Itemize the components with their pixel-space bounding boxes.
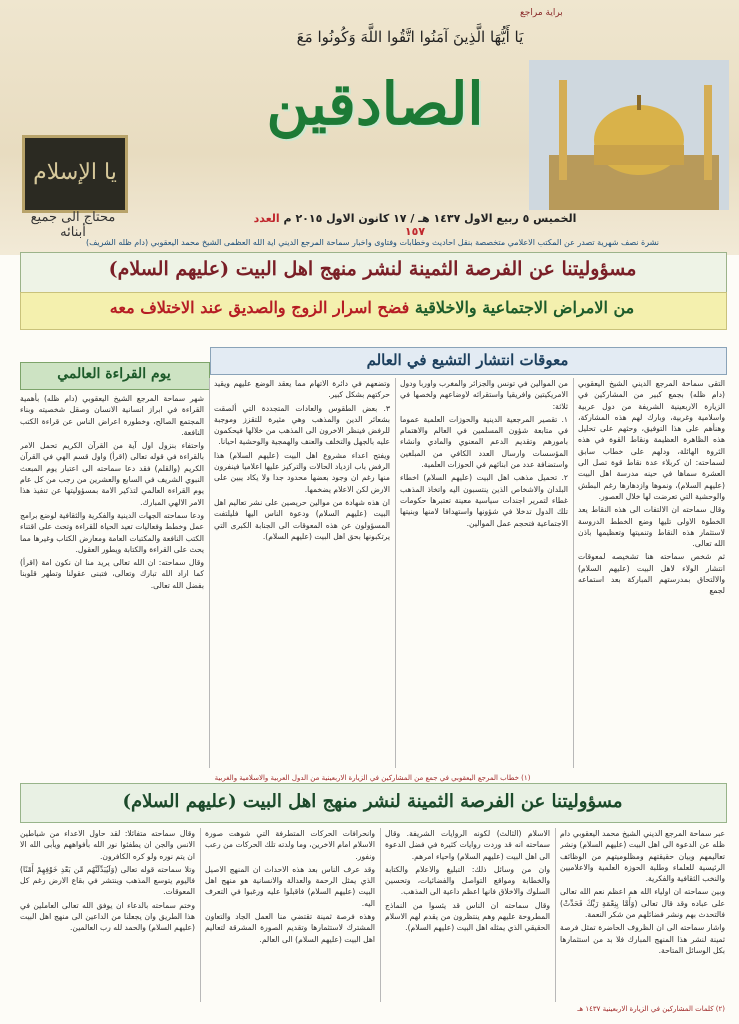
dateline	[250, 212, 580, 238]
section2-column-1	[560, 828, 725, 1002]
paragraph: ثم شخص سماحته هنا تشخيصه لمعوقات انتشار الولاء لاهل البيت (عليهم السلام) والالتحاق بمدرستهم المباركة بعد استماعه لجمع	[578, 552, 725, 596]
section-title-left: يوم القراءة العالمي	[57, 366, 171, 382]
paragraph: الاسلام (الثالث) لكونه الروايات الشريفة. وقال سماحته انه قد وردت روايات كثيرة في فضل الدعوة الى اهل البيت (عليهم السلام) واحياء امرهم.	[385, 829, 550, 861]
paragraph: وانحرافات الحركات المتطرفة التي شوهت صورة الاسلام امام الاخرين، وما ولدته تلك الحركات من رعب ونفور.	[205, 829, 375, 861]
publisher-tag: براية مراجع	[520, 8, 563, 18]
paragraph: ان هذه شهادة من موالين حريصين على نشر تعاليم اهل البيت (عليهم السلام) ودعوة الناس اليها فليلتفت المسؤولون عن هذه المعوقات الى الجنابة الكبرى التي يرتكبونها بحق اهل البيت (عليهم السلام).	[214, 497, 390, 541]
publication-strip: نشرة نصف شهرية تصدر عن المكتب الاعلامي متخصصة بنقل احاديث وخطابات وفتاوى واخبار سماحة المرجع الديني اية الله العظمى الشيخ محمد اليعقوبي (دام ظله الشريف)	[86, 238, 659, 247]
section2-column-2	[385, 828, 550, 1002]
main-headline: مسؤوليتنا عن الفرصة الثمينة لنشر منهج اهل البيت (عليهم السلام)	[108, 258, 637, 280]
sub-headline-part-b: فضح اسرار الزوج والصديق عند الاختلاف معه	[109, 298, 410, 317]
paragraph: وختم سماحته بالدعاء ان يوفق الله تعالى العاملين في هذا الطريق وان يجعلنا من الداعين الى منهج اهل البيت (عليهم السلام) والحمد لله رب العالمين.	[20, 900, 195, 933]
column-divider	[209, 378, 210, 768]
paragraph: وقال سماحته ان الناس قد يئسوا من النماذج المطروحة عليهم وهم ينتظرون من يقدم لهم الاسلام الحقيقي الذي يمثله اهل البيت (عليهم السلام).	[385, 900, 550, 933]
sub-headline-part-a: من الامراض الاجتماعية والاخلاقية	[414, 298, 635, 317]
paragraph: وهذه فرصة ثمينة تقتضي منا العمل الجاد والتعاون المشترك لاستثمارها وتقديم الصورة المشرقة لتعاليم اهل البيت (عليهم السلام) الى العالم.	[205, 912, 375, 944]
paragraph: ويفتح اعداء مشروع اهل البيت (عليهم السلام) هذا الرفض باب ازدياد الحالات والتركيز عليها اعلاميا فينفرون منها رغم ان وجود بعضها محدود جدا ولا يكاد يبين على الارض لكن الاعلام يضخمها.	[214, 450, 390, 494]
paragraph: ودعا سماحته الجهات الدينية والفكرية والثقافية لوضع برامج عمل وخطط وفعاليات تعيد الحياة للقراءة وتحث على اقتناء الكتب النافعة والمكتبات العامة ومعارض الكتاب وغيرها مما يحث على القراءة والكتابة ويطور العقول.	[20, 510, 204, 554]
paragraph: واحتفاء بنزول اول آية من القرآن الكريم تحمل الامر بالقراءة في قوله تعالى (اقرأ) واول قسم الهي في القرآن الكريم (والقلم) فقد دعا سماحته الى اعتبار يوم المبعث النبوي الشريف في السابع والعشرين من رجب من كل عام يوم القراءة العالمي لتذكير الامة بمسؤوليتها عن تنفيذ هذا الامر الالهي المبارك.	[20, 441, 204, 507]
column-divider	[395, 378, 396, 768]
paragraph: واشار سماحته الى ان الظروف الحاضرة تمثل فرصة ثمينة لنشر هذا المنهج المبارك فلا بد من استثمارها بكل الوسائل المتاحة.	[560, 923, 725, 955]
footnote-2: (٢) كلمات المشاركين في الزيارة الاربعينية ١٤٣٧ هـ	[577, 1005, 725, 1013]
paragraph: وقد عرف الناس بعد هذه الاحداث ان المنهج الاصيل الذي يمثل الرحمة والعدالة والانسانية هو منهج اهل البيت (عليهم السلام) فاقبلوا عليه ورغبوا في التعرف اليه.	[205, 864, 375, 908]
column-divider	[200, 828, 201, 1002]
column-divider	[555, 828, 556, 1002]
logo-caption: محتاج الى جميع أبنائه	[30, 210, 116, 240]
section2-column-3	[205, 828, 375, 1002]
article-column-4	[20, 393, 204, 768]
article-column-1	[578, 378, 725, 768]
paragraph: ٣. بعض الطقوس والعادات المتجددة التي ألصقت بشعائر الدين والمذهب وهي مثيرة للتقزز وموجبة للرفض فينظر الاخرون الى المذهب من خلالها فيحكمون عليه بالجهل والتخلف والعنف والهمجية والوحشية احيانا.	[214, 403, 390, 447]
article-column-2	[400, 378, 568, 768]
footnote-1: (١) خطاب المرجع اليعقوبي في جمع من المشاركين في الزيارة الاربعينية من الدول العربية والاسلامية والغربية	[214, 774, 531, 782]
shrine-dome-illustration	[529, 60, 729, 210]
logo-emblem: يا الإسلام	[22, 135, 128, 213]
article-column-3	[214, 378, 390, 768]
paragraph: وبين سماحته ان اولياء الله هم اعظم نعم الله تعالى على عباده وقد قال تعالى (وَأَمَّا بِنِعْمَةِ رَبِّكَ فَحَدِّثْ) فالتحدث بهم ونشر فضائلهم من شكر النعمة.	[560, 887, 725, 920]
paragraph: ٢. تحميل مذهب اهل البيت (عليهم السلام) اخطاء البلدان والاشخاص الذين ينتسبون اليه واتخاذ المذهب غطاء لتمرير اجندات سياسية معينة تعتبرها حكومات تلك الدول تدخلا في شؤونها واستهدافا لامنها وبنيتها الاجتماعية فتحجم عمل الموالين.	[400, 473, 568, 528]
paragraph: ١. تقصير المرجعية الدينية والحوزات العلمية عموما في متابعة شؤون المسلمين في العالم والاهتمام بامورهم وتقديم الدعم المعنوي والمادي وانشاء المؤسسات وارسال العدد الكافي من المبلغين واستضافة عدد من ابنائهم في الحوزات العلمية.	[400, 414, 568, 470]
quranic-verse: يَا أَيُّهَا الَّذِينَ آمَنُوا اتَّقُوا اللَّهَ وَكُونُوا مَعَ	[296, 28, 524, 46]
column-divider	[573, 378, 574, 768]
paragraph: وتضعهم في دائرة الاتهام مما يعقد الوضع عليهم ويقيد حركتهم بشكل كبير.	[214, 379, 390, 400]
paragraph: شهر سماحة المرجع الشيخ اليعقوبي (دام ظله) بأهمية القراءة في ابراز انسانية الانسان وصقل شخصيته وبناء المجتمع الصالح، وخطورة اعراض الناس عن قراءة الكتب النافعة.	[20, 394, 204, 437]
newspaper-title: الصادقين	[266, 70, 484, 138]
sub-headline	[22, 298, 722, 317]
section2-headline: مسؤوليتنا عن الفرصة الثمينة لنشر منهج اهل البيت (عليهم السلام)	[122, 791, 623, 812]
issue-number: العدد ١٥٧	[253, 212, 426, 238]
paragraph: من الموالين في تونس والجزائر والمغرب واوربا ودول الامريكيتين وافريقيا واستقرائه لاوضاعهم ولخصها في ثلاثة:	[400, 379, 568, 411]
paragraph: التقى سماحة المرجع الديني الشيخ اليعقوبي (دام ظله) بجمع كبير من المشاركين في الزيارة الاربعينية الشريفة من دول عربية واسلامية وغربية، وبارك لهم هذه المشاركة، وهنأهم على هذا التوفيق، وحثهم على تحليل هذه الظاهرة العظيمة ونقاط القوة في هذه الثروة الهائلة، ودلهم على خطاب سابق لسماحته: ان كربلاء عدة نقاط قوة تصل الى العشرة سماها في حينه مدرسة اهل البيت (عليهم السلام)، ونموها وازدهارها رغم البطش والوحشية التي تعرضت لها خلال العصور.	[578, 379, 725, 501]
section-title-right: معوقات انتشار التشيع في العالم	[366, 351, 569, 369]
date-text: الخميس ٥ ربيع الاول ١٤٣٧ هـ / ١٧ كانون الاول ٢٠١٥ م	[283, 212, 577, 225]
paragraph: وقال سماحته ان الالتفات الى هذه النقاط يعد الخطوة الاولى تليها وضع الخطط الدروسة لاستثمار هذه النقاط وتنميتها وتعظيمها باذن الله تعالى.	[578, 505, 725, 549]
paragraph: وتلا سماحته قوله تعالى (وَلَيُبَدِّلَنَّهُم مِّن بَعْدِ خَوْفِهِمْ أَمْنًا) فاليوم يتوسع المذهب وينتشر في بقاع الارض رغم كل المعوقات.	[20, 864, 195, 897]
paragraph: وقال سماحته متفائلا: لقد حاول الاعداء من شياطين الانس والجن ان يطفئوا نور الله بأفواههم ويأبى الله الا ان يتم نوره ولو كره الكافرون.	[20, 829, 195, 861]
paragraph: وان من وسائل ذلك: التبليغ والاعلام والكتابة والخطابة ومواقع التواصل والفضائيات، وتحسين السلوك والاخلاق فانها اعظم داعية الى المذهب.	[385, 864, 550, 897]
paragraph: عبر سماحة المرجع الديني الشيخ محمد اليعقوبي دام ظله عن الدعوة الى اهل البيت (عليهم السلام) ونشر تعاليمهم وبيان حقيقتهم ومظلوميتهم من الوظائف الرئيسية للعلماء وطلبة الحوزة العلمية والاعلاميين والنخب الثقافية والفكرية.	[560, 829, 725, 884]
column-divider	[380, 828, 381, 1002]
paragraph: وقال سماحته: ان الله تعالى يريد منا ان نكون امة (اقرأ) كما اراد الله تبارك وتعالى، فتبنى عقولنا وتطهر قلوبنا بفضل الله تعالى.	[20, 558, 204, 590]
section2-column-4	[20, 828, 195, 1002]
